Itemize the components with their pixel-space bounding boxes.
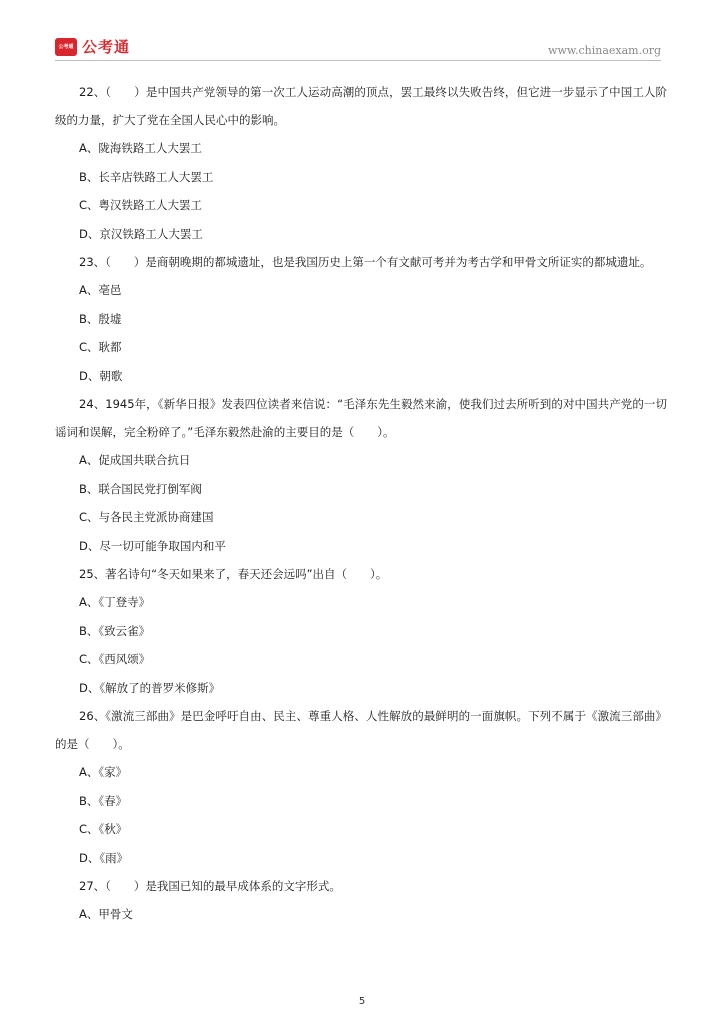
option-c: C、《西风颂》 (79, 652, 151, 666)
option-b: B、联合国民党打倒军阀 (79, 481, 202, 496)
logo (55, 36, 130, 57)
logo-icon: 公考通 (55, 38, 77, 56)
question-26 (55, 702, 667, 872)
option-a: A、促成国共联合抗日 (79, 453, 191, 467)
option-b: B、《致云雀》 (79, 623, 151, 638)
option-a: A、陇海铁路工人大罢工 (79, 141, 202, 155)
option-b: B、殷墟 (79, 311, 122, 326)
header-divider (55, 60, 661, 61)
question-23 (55, 248, 667, 390)
option-c: C、粤汉铁路工人大罢工 (79, 198, 203, 212)
option-d: D、尽一切可能争取国内和平 (79, 538, 226, 553)
question-list (55, 78, 667, 929)
option-a: A、《丁登寺》 (79, 595, 151, 609)
option-d: D、《雨》 (79, 850, 129, 865)
question-27 (55, 872, 667, 929)
site-url: www.chinaexam.org (548, 44, 661, 57)
option-c: C、《秋》 (79, 822, 128, 836)
question-stem: 25、著名诗句“冬天如果来了，春天还会远吗”出自（ ）。 (79, 567, 388, 581)
option-c: C、耿都 (79, 340, 122, 354)
option-d: D、京汉铁路工人大罢工 (79, 226, 203, 241)
question-stem: 22、（ ）是中国共产党领导的第一次工人运动高潮的顶点，罢工最终以失败告终，但它进一步显示了中国工人阶级的力量，扩大了党在全国人民心中的影响。 (55, 85, 667, 127)
option-d: D、《解放了的普罗米修斯》 (79, 680, 221, 695)
question-24 (55, 390, 667, 560)
page-header (55, 34, 661, 60)
question-stem: 26、《激流三部曲》是巴金呼吁自由、民主、尊重人格、人性解放的最鲜明的一面旗帜。下列不属于《激流三部曲》的是（ ）。 (55, 709, 667, 751)
question-22 (55, 78, 667, 248)
option-c: C、与各民主党派协商建国 (79, 510, 214, 524)
question-stem: 27、（ ）是我国已知的最早成体系的文字形式。 (79, 879, 341, 893)
option-d: D、朝歌 (79, 368, 123, 383)
question-25 (55, 560, 667, 702)
option-b: B、长辛店铁路工人大罢工 (79, 169, 214, 184)
option-a: A、《家》 (79, 765, 128, 779)
question-stem: 24、1945年，《新华日报》发表四位读者来信说：“毛泽东先生毅然来渝，使我们过去所听到的对中国共产党的一切谣词和误解，完全粉碎了。”毛泽东毅然赴渝的主要目的是（ ）。 (55, 397, 667, 439)
page-number: 5 (358, 996, 366, 1007)
option-a: A、亳邑 (79, 283, 122, 297)
question-stem: 23、（ ）是商朝晚期的都城遗址，也是我国历史上第一个有文献可考并为考古学和甲骨文所证实的都城遗址。 (79, 255, 652, 269)
option-a: A、甲骨文 (79, 907, 133, 921)
logo-text: 公考通 (82, 38, 131, 56)
option-b: B、《春》 (79, 793, 128, 808)
